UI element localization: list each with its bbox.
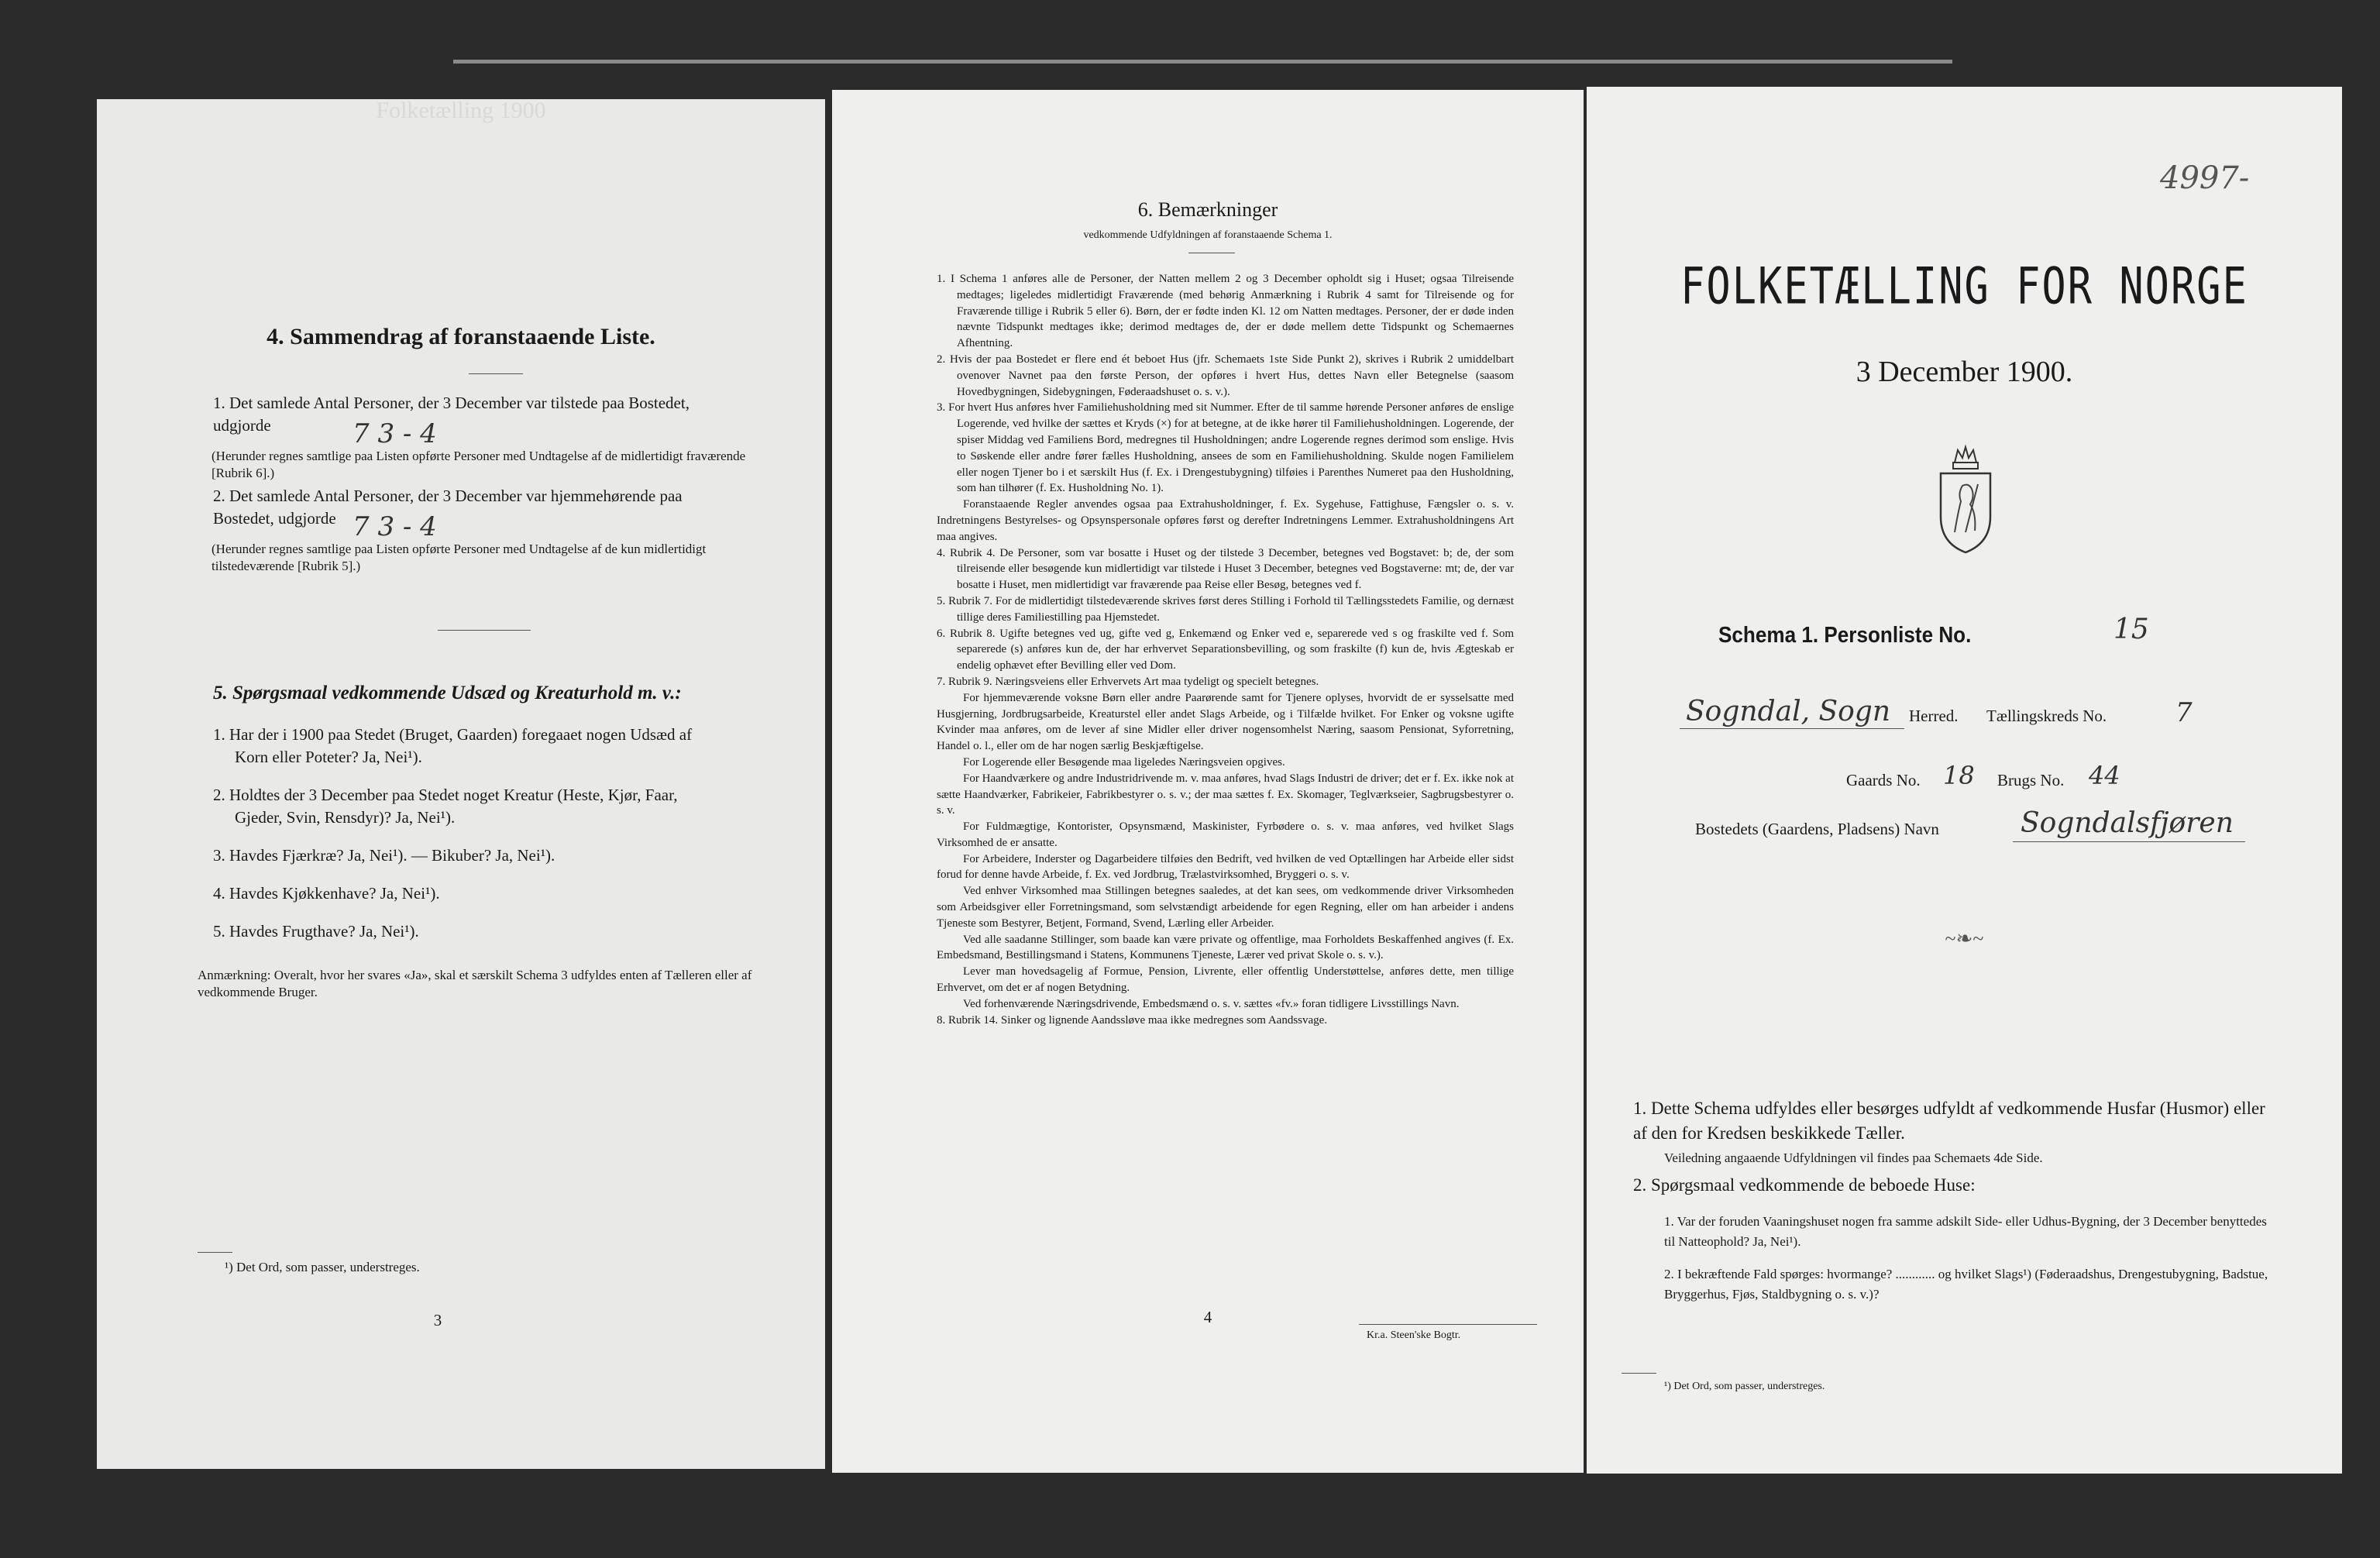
scanner-edge-line <box>453 60 1952 64</box>
footnote: ¹) Det Ord, som passer, understreges. <box>225 1260 420 1274</box>
remark-7e: For Arbeidere, Inderster og Dagarbeidere tilføies den Bedrift, ved hvilken de ved Optællingen har Arbeide eller sidst forud for denne havde Arbeide, f. Ex. ved Jordbrug, Trælastvirksomhed, Bryggeri o. s. v. <box>937 852 1514 882</box>
schema-number: 15 <box>2113 614 2149 645</box>
gaards-value: 18 <box>1943 761 1975 790</box>
section5-title: 5. Spørgsmaal vedkommende Udsæd og Kreaturhold m. v.: <box>213 683 682 703</box>
question-5: 5. Havdes Frugthave? Ja, Nei¹). <box>213 922 419 941</box>
schema-label: Schema 1. Personliste No. <box>1718 623 1972 648</box>
question-1: 1. Har der i 1900 paa Stedet (Bruget, Gaarden) foregaaet nogen Udsæd af Korn eller Poteter? Ja, Nei¹). <box>213 725 693 766</box>
bosted-value: Sogndalsfjøren <box>2021 807 2234 839</box>
question-4: 4. Havdes Kjøkkenhave? Ja, Nei¹). <box>213 884 440 903</box>
census-date: 3 December 1900. <box>1856 356 2073 388</box>
herred-label: Herred. <box>1909 707 1959 725</box>
remark-3b: Foranstaaende Regler anvendes ogsaa paa Extrahusholdninger, f. Ex. Sygehuse, Fattighuse, Fængsler o. s. v. Indretningens Bestyrelses- og Opsynspersonale opføres først og derefter Indretningens Lemmer. Extrahusholdningens Art maa angives. <box>937 498 1514 543</box>
divider <box>438 630 531 631</box>
page-number: 4 <box>1203 1308 1212 1326</box>
fill-line <box>1680 728 1904 729</box>
bosted-label: Bostedets (Gaardens, Pladsens) Navn <box>1695 820 1939 838</box>
fill-line <box>2013 841 2245 842</box>
remark-6: 6. Rubrik 8. Ugifte betegnes ved ug, gifte ved g, Enkemænd og Enker ved e, separerede ved s og fraskilte ved f. Som separerede (s) anføres kun de, der har erhvervet Separationsbevilling, og som fraskilte (f) kun de, hvis Ægteskab er endelig ophævet efter Bevilling eller ved Dom. <box>937 627 1514 672</box>
herred-value: Sogndal, Sogn <box>1686 696 1891 727</box>
gaards-label: Gaards No. <box>1846 771 1921 789</box>
item1-note: (Herunder regnes samtlige paa Listen opførte Personer med Undtagelse af de midlertidigt fraværende [Rubrik 6].) <box>212 449 746 480</box>
remark-1: 1. I Schema 1 anføres alle de Personer, der Natten mellem 2 og 3 December opholdt sig i Huset; ogsaa Tilreisende medtages; ligeledes midlertidigt Fraværende (med behørig Anmærkning i Rubrik 4 samt for Tilreisende og for Fraværende tillige i Rubrik 5 eller 6). Børn, der er fødte inden Kl. 12 om Natten medtages. Personer, der er døde inden nævnte Tidspunkt medtages ikke; derimod medtages de, der er døde mellem dette Tidspunkt og Schemaernes Afhentning. <box>937 273 1514 350</box>
instruction-2-question-1: 1. Var der foruden Vaaningshuset nogen fra samme adskilt Side- eller Udhus-Bygning, der 3 December benyttedes til Natteophold? Ja, Nei¹). <box>1664 1214 2267 1249</box>
right-page <box>1587 87 2342 1474</box>
remark: Anmærkning: Overalt, hvor her svares «Ja», skal et særskilt Schema 3 udfyldes enten af Tælleren eller af vedkommende Bruger. <box>198 968 752 999</box>
section5-questions <box>213 724 717 958</box>
remark-7c: For Haandværkere og andre Industridrivende m. v. maa anføres, hvad Slags Industri de driver; det er f. Ex. ikke nok at sætte Haandværker, Fabrikeier, Fabrikbestyrer o. s. v.; der maa sættes f. Ex. Skomager, Teglværkseier, Sagbrugsbestyrer o. s. v. <box>937 772 1514 817</box>
question-2: 2. Holdtes der 3 December paa Stedet noget Kreatur (Heste, Kjør, Faar, Gjeder, Svin, Rensdyr)? Ja, Nei¹). <box>213 786 678 827</box>
left-page <box>97 99 825 1469</box>
instruction-2: 2. Spørgsmaal vedkommende de beboede Huse: <box>1633 1175 1976 1195</box>
kreds-value: 7 <box>2175 697 2193 728</box>
footnote-rule <box>198 1252 232 1253</box>
brugs-value: 44 <box>2089 761 2120 790</box>
ghost-header: Folketælling 1900 <box>376 99 546 123</box>
remark-4: 4. Rubrik 4. De Personer, som var bosatte i Huset og der tilstede 3 December, betegnes ved Bogstavet: b; de, der som tilreisende eller besøgende kun midlertidigt var tilstede i Huset 3 December, betegnes ved Bogstaverne: mt; de, der var bosatte i Huset, men midlertidigt var fraværende paa Reise eller Besøg, betegnes ved f. <box>937 546 1514 592</box>
remark-8: 8. Rubrik 14. Sinker og lignende Aandssløve maa ikke medregnes som Aandssvage. <box>937 1013 1328 1027</box>
section4-title: 4. Sammendrag af foranstaaende Liste. <box>267 324 655 349</box>
remark-7h: Lever man hovedsagelig af Formue, Pension, Livrente, eller offentlig Understøttelse, anføres dette, men tillige Erhvervet, om det er af nogen Betydning. <box>937 965 1514 995</box>
question-3: 3. Havdes Fjærkræ? Ja, Nei¹). — Bikuber? Ja, Nei¹). <box>213 846 555 865</box>
remark-7: 7. Rubrik 9. Næringsveiens eller Erhvervets Art maa tydeligt og specielt betegnes. <box>937 675 1319 688</box>
remarks-title: 6. Bemærkninger <box>1137 198 1278 221</box>
remark-7f: Ved enhver Virksomhed maa Stillingen betegnes saaledes, at det kan sees, om vedkommende driver Virksomheden som Arbeidsgiver eller Forretningsmand, som selvstændigt arbeidende for egen Regning, eller om han arbeider i andens Tjeneste som Bestyrer, Betjent, Formand, Svend, Lærling eller Arbeider. <box>937 885 1514 930</box>
instruction-1-note: Veiledning angaaende Udfyldningen vil findes paa Schemaets 4de Side. <box>1664 1150 2043 1165</box>
remark-7a: For hjemmeværende voksne Børn eller andre Paarørende samt for Tjenere oplyses, hvorvidt de er sysselsatte med Husgjerning, Jordbrugsarbeide, Kreaturstel eller andet Slags Arbeide, og i Tilfælde hvilket. For Enker og voksne ugifte Kvinder maa anføres, om de lever af sine Midler eller driver nogensomhelst Næring, saasom Pensionat, Syforretning, Handel o. l., eller om de har nogen særlig Beskjæftigelse. <box>937 691 1514 753</box>
middle-page <box>832 90 1584 1473</box>
instruction-2-question-2: 2. I bekræftende Fald spørges: hvormange? ............ og hvilket Slags¹) (Føderaadshus, Drengestubygning, Badstue, Bryggerhus, Fjøs, Staldbygning o. s. v.)? <box>1664 1267 2268 1302</box>
remark-7i: Ved forhenværende Næringsdrivende, Embedsmænd o. s. v. sættes «fv.» foran tidligere Livsstillings Navn. <box>963 997 1460 1010</box>
remarks-body <box>937 271 1514 1028</box>
printer-rule <box>1359 1324 1537 1325</box>
remark-3: 3. For hvert Hus anføres hver Familiehusholdning med sit Nummer. Efter de til samme hørende Personer anføres de enslige Logerende, ved hvilke der sættes et Kryds (×) for at betegne, at de ikke hører til Familiehusholdningen. Logerende, der spiser Middag ved Familiens Bord, medregnes til Husholdningen; andre Logerende regnes derimod som enslige. Hvis to Søskende eller andre fører fælles Husholdning, ansees de som en Familiehusholdning. Skulde nogen Familielem eller nogen Tjener bo i et særskilt Hus (f. Ex. i Drengestubygning) tilføies i Parenthes Numeret paa den Husholdning, som han tilhører (f. Ex. Husholdning No. 1). <box>937 401 1514 495</box>
instruction-1: 1. Dette Schema udfyldes eller besørges udfyldt af vedkommende Husfar (Husmor) eller af den for Kredsen beskikkede Tæller. <box>1633 1099 2265 1143</box>
remark-7d: For Fuldmægtige, Kontorister, Opsynsmænd, Maskinister, Fyrbødere o. s. v. maa anføres, ved hvilket Slags Virksomhed de er ansatte. <box>937 820 1514 849</box>
page-number: 3 <box>433 1311 442 1329</box>
item1-text: 1. Det samlede Antal Personer, der 3 December var tilstede paa Bostedet, udgjorde <box>213 394 690 435</box>
remark-7g: Ved alle saadanne Stillinger, som baade kan være private og offentlige, maa Forholdets Beskaffenhed angives (f. Ex. Embedsmand, Bestillingsmand i Statens, Kommunens Tjeneste, Lærer ved privat Skole o. s. v.). <box>937 933 1514 962</box>
item2-value: 7 3 - 4 <box>353 511 437 542</box>
item2-text: 2. Det samlede Antal Personer, der 3 December var hjemmehørende paa Bostedet, udgjorde <box>213 487 683 528</box>
census-title: FOLKETÆLLING FOR NORGE <box>1680 257 2248 316</box>
remark-7b: For Logerende eller Besøgende maa ligeledes Næringsveien opgives. <box>963 755 1285 769</box>
printer-imprint: Kr.a. Steen'ske Bogtr. <box>1367 1329 1461 1341</box>
remark-2: 2. Hvis der paa Bostedet er flere end ét beboet Hus (jfr. Schemaets 1ste Side Punkt 2), skrives i Rubrik 2 umiddelbart ovenover Navnet paa den første Person, der opføres i hvert Hus, dettes Navn eller Betegnelse (saasom Hovedbygningen, Sidebygningen, Føderaadshuset o. s. v.). <box>937 353 1514 398</box>
footnote-rule <box>1622 1373 1656 1374</box>
item2-note: (Herunder regnes samtlige paa Listen opførte Personer med Undtagelse af de kun midlertidigt tilstedeværende [Rubrik 5].) <box>212 542 707 573</box>
ornament-icon: ~❧~ <box>1945 927 1984 950</box>
brugs-label: Brugs No. <box>1997 771 2065 789</box>
coat-of-arms-icon <box>1931 439 2000 555</box>
footnote: ¹) Det Ord, som passer, understreges. <box>1664 1381 1825 1392</box>
remark-5: 5. Rubrik 7. For de midlertidigt tilstedeværende skrives først deres Stilling i Forhold til Tællingsstedets Familie, og dernæst tillige deres Familiestilling paa Hjemstedet. <box>937 594 1514 624</box>
kreds-label: Tællingskreds No. <box>1986 707 2107 725</box>
divider <box>469 373 523 374</box>
remarks-subtitle: vedkommende Udfyldningen af foranstaaende Schema 1. <box>1083 229 1333 241</box>
item1-value: 7 3 - 4 <box>353 418 437 449</box>
archive-number: 4997- <box>2160 160 2250 196</box>
